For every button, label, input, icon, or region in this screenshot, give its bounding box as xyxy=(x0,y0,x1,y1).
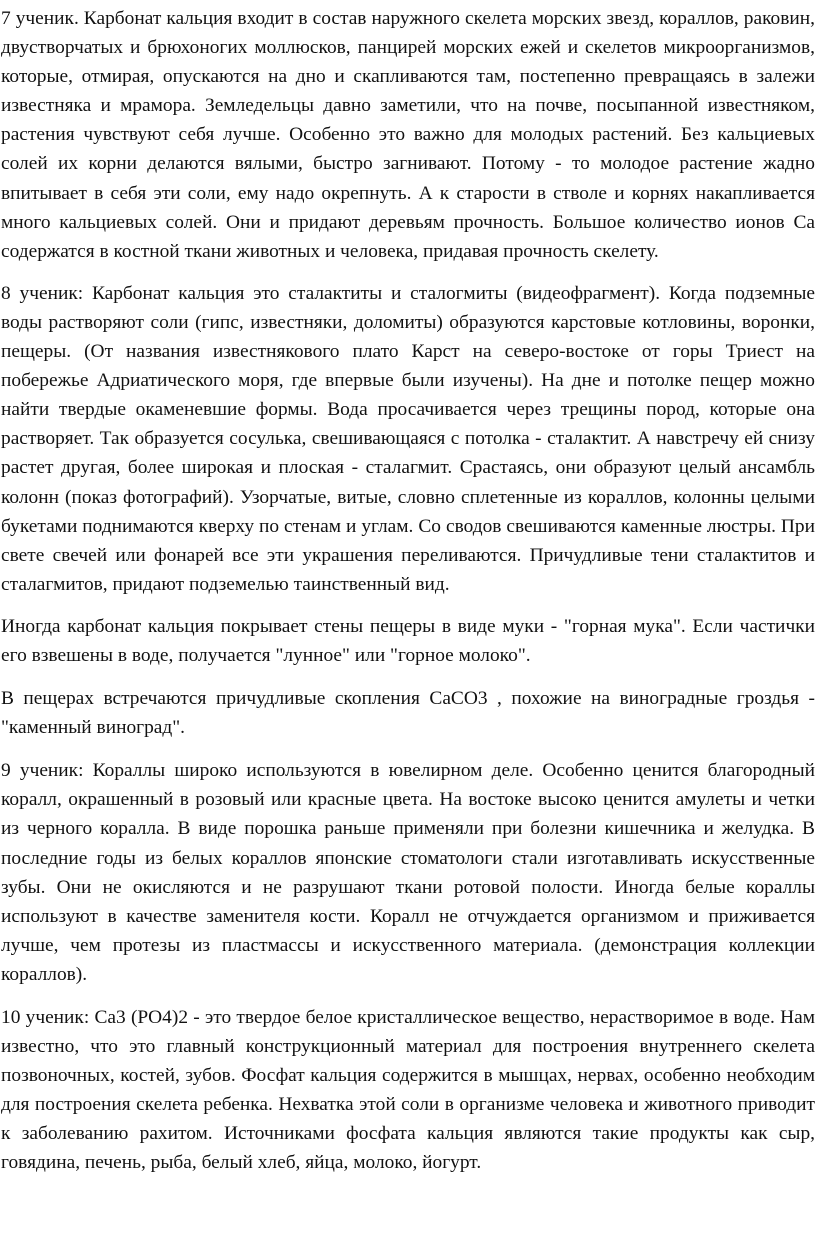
paragraph-student-9: 9 ученик: Кораллы широко используются в ювелирном деле. Особенно ценится благородный коралл, окрашенный в розовый или красные цвета. На востоке высоко ценится амулеты и четки из черного коралла. В виде порошка раньше применяли при болезни кишечника и желудка. В последние годы из белых кораллов японские стоматологи стали изготавливать искусственные зубы. Они не окисляются и не разрушают ткани ротовой полости. Иногда белые кораллы используют в качестве заменителя кости. Коралл не отчуждается организмом и приживается лучше, чем протезы из пластмассы и искусственного материала. (демонстрация коллекции кораллов). xyxy=(1,760,815,985)
paragraph-student-10: 10 ученик: Ca3 (PO4)2 - это твердое белое кристаллическое вещество, нерастворимое в воде. Нам известно, что это главный конструкционный материал для построения внутреннего скелета позвоночных, костей, зубов. Фосфат кальция содержится в мышцах, нервах, особенно необходим для построения скелета ребенка. Нехватка этой соли в организме человека и животного приводит к заболеванию рахитом. Источниками фосфата кальция являются такие продукты как сыр, говядина, печень, рыба, белый хлеб, яйца, молоко, йогурт. xyxy=(1,1007,815,1174)
paragraph-student-7: 7 ученик. Карбонат кальция входит в состав наружного скелета морских звезд, кораллов, раковин, двустворчатых и брюхоногих моллюсков, панцирей морских ежей и скелетов микроорганизмов, которые, отмирая, опускаются на дно и скапливаются там, постепенно превращаясь в залежи известняка и мрамора. Земледельцы давно заметили, что на почве, посыпанной известняком, растения чувствуют себя лучше. Особенно это важно для молодых растений. Без кальциевых солей их корни делаются вялыми, быстро загнивают. Потому - то молодое растение жадно впитывает в себя эти соли, ему надо окрепнуть. А к старости в стволе и корнях накапливается много кальциевых солей. Они и придают деревьям прочность. Большое количество ионов Ca содержатся в костной ткани животных и человека, придавая прочность скелету. xyxy=(1,8,815,262)
paragraph-stone-grapes: В пещерах встречаются причудливые скопления CaCO3 , похожие на виноградные гроздья - "каменный виноград". xyxy=(1,688,815,739)
paragraph-mountain-flour: Иногда карбонат кальция покрывает стены пещеры в виде муки - "горная мука". Если частички его взвешены в воде, получается "лунное" или "горное молоко". xyxy=(1,615,815,666)
paragraph-student-8: 8 ученик: Карбонат кальция это сталактиты и сталогмиты (видеофрагмент). Когда подземные воды растворяют соли (гипс, известняки, доломиты) образуются карстовые котловины, воронки, пещеры. (От названия известнякового плато Карст на северо-востоке от горы Триест на побережье Адриатического моря, где впервые были изучены). На дне и потолке пещер можно найти твердые окаменевшие формы. Вода просачивается через трещины пород, которые она растворяет. Так образуется сосулька, свешивающаяся с потолка - сталактит. А навстречу ей снизу растет другая, более широкая и плоская - сталагмит. Срастаясь, они образуют целый ансамбль колонн (показ фотографий). Узорчатые, витые, словно сплетенные из кораллов, колонны целыми букетами поднимаются кверху по стенам и углам. Со сводов свешиваются каменные люстры. При свете свечей или фонарей все эти украшения переливаются. Причудливые тени сталактитов и сталагмитов, придают подземелью таинственный вид. xyxy=(1,282,815,595)
